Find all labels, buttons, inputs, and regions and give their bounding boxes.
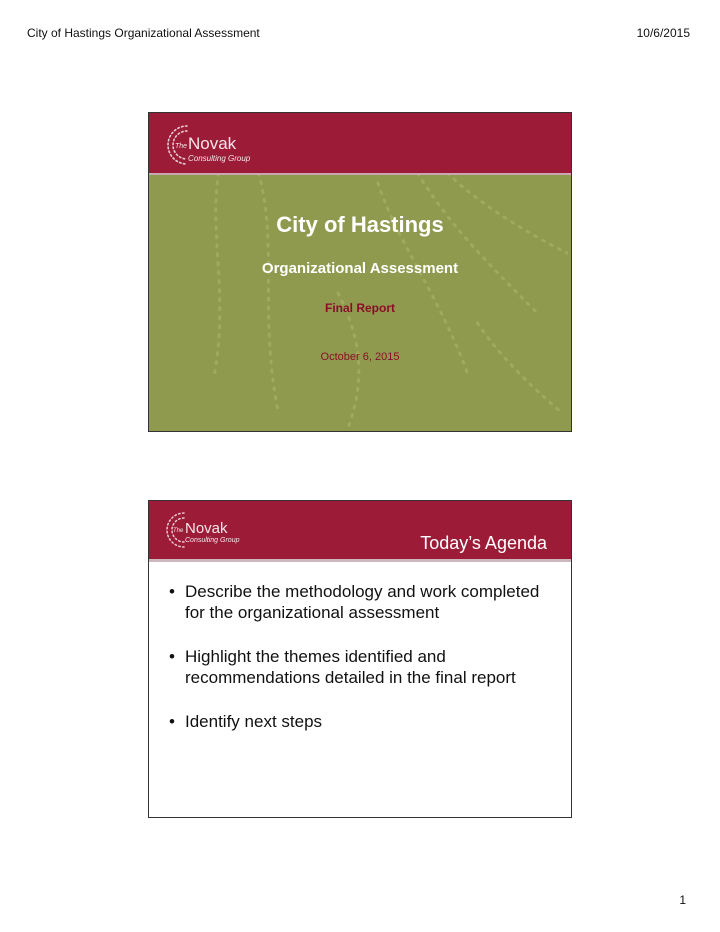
page-number: 1	[679, 893, 686, 907]
agenda-item-text: Describe the methodology and work completed for the organizational assessment	[185, 582, 540, 622]
novak-logo	[163, 121, 263, 169]
presentation-date: October 6, 2015	[320, 351, 400, 363]
bullet: •	[169, 712, 175, 731]
bullet: •	[169, 582, 175, 601]
page-header-title: City of Hastings Organizational Assessment	[27, 26, 260, 40]
logo-name: Novak	[188, 134, 237, 153]
agenda-slide	[148, 500, 572, 818]
page-header-date: 10/6/2015	[636, 26, 690, 40]
slide-title: Today’s Agenda	[420, 533, 547, 553]
report-label: Final Report	[324, 301, 395, 315]
agenda-item-text: Highlight the themes identified and recommendations detailed in the final report	[185, 647, 516, 687]
title-slide	[148, 112, 572, 432]
logo-tagline: Consulting Group	[188, 154, 251, 163]
logo-name: Novak	[185, 520, 228, 537]
logo-prefix: The	[175, 143, 188, 150]
slide-subtitle: Organizational Assessment	[261, 260, 459, 277]
agenda-item	[167, 711, 547, 732]
agenda-list	[167, 581, 547, 755]
novak-logo	[163, 509, 253, 553]
agenda-item-text: Identify next steps	[185, 712, 323, 731]
agenda-item	[167, 646, 547, 688]
slide-title: City of Hastings	[276, 212, 444, 237]
logo-prefix: The	[173, 528, 184, 534]
agenda-item	[167, 581, 547, 623]
logo-tagline: Consulting Group	[185, 537, 240, 544]
bullet: •	[169, 647, 175, 666]
